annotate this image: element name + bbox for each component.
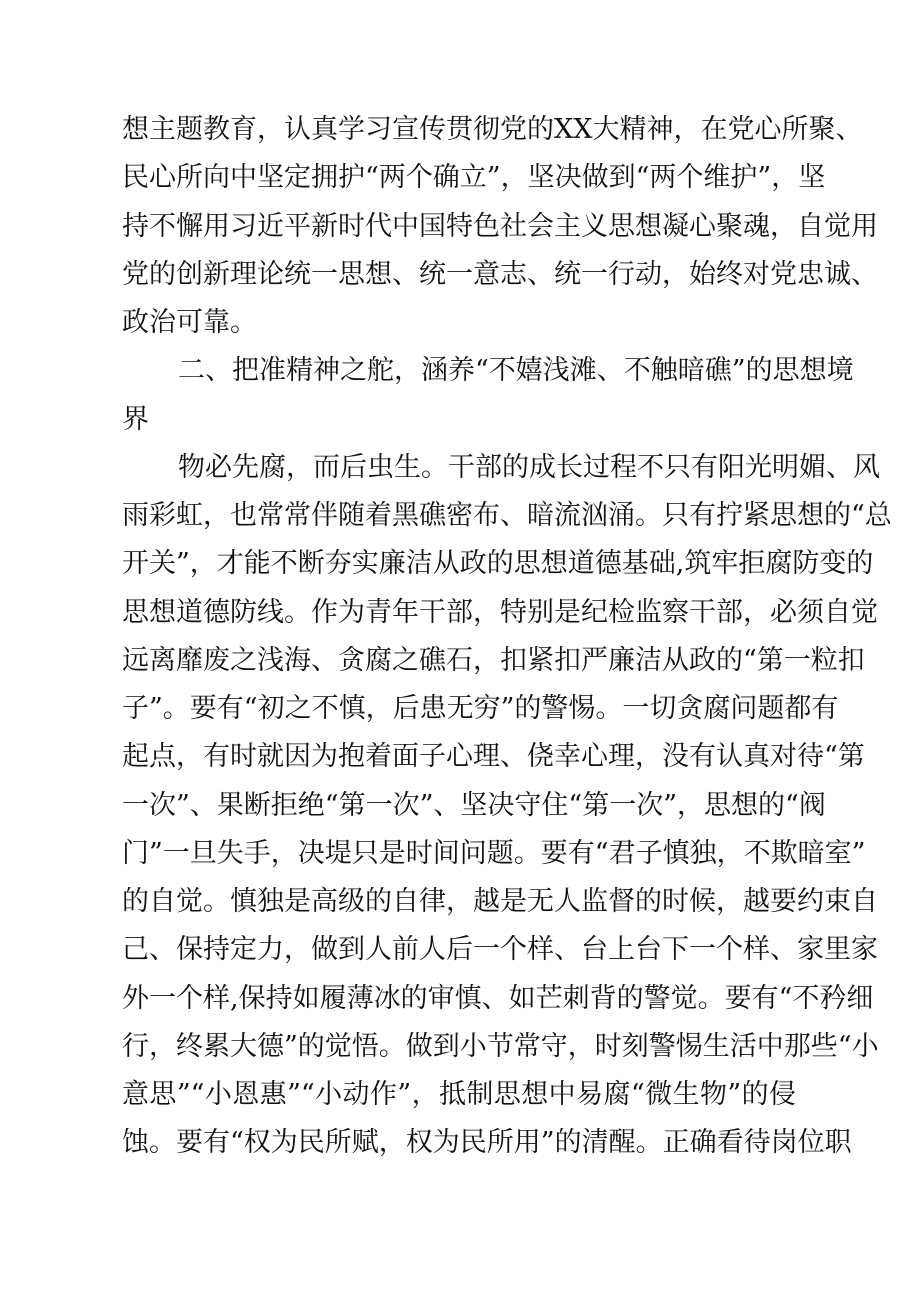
text-line: 蚀。要有“权为民所赋，权为民所用”的清醒。正确看待岗位职 bbox=[122, 1127, 852, 1159]
section-heading-continued: 界 bbox=[122, 403, 149, 435]
text-line: 想主题教育，认真学习宣传贯彻党的XX大精神，在党心所聚、 bbox=[122, 114, 863, 145]
text-line: 物必先腐，而后虫生。干部的成长过程不只有阳光明媚、风 bbox=[178, 451, 880, 483]
text-line: 起点，有时就因为抱着面子心理、侥幸心理，没有认真对待“第 bbox=[122, 741, 865, 773]
section-heading: 二、把准精神之舵，涵养“不嬉浅滩、不触暗礁”的思想境 bbox=[178, 355, 854, 387]
text-line: 行，终累大德”的觉悟。做到小节常守，时刻警惕生活中那些“小 bbox=[122, 1030, 879, 1062]
text-line: 门”一旦失手，决堤只是时间问题。要有“君子慎独，不欺暗室” bbox=[122, 837, 866, 869]
text-line: 民心所向中坚定拥护“两个确立”，坚决做到“两个维护”，坚 bbox=[122, 162, 826, 194]
text-line: 远离靡废之浅海、贪腐之礁石，扣紧扣严廉洁从政的“第一粒扣 bbox=[122, 644, 865, 676]
text-line: 一次”、果断拒绝“第一次”、坚决守住“第一次”，思想的“阀 bbox=[122, 789, 826, 821]
text-line: 雨彩虹，也常常伴随着黑礁密布、暗流汹涌。只有拧紧思想的“总 bbox=[122, 500, 892, 531]
document-page bbox=[122, 106, 892, 1168]
text-line: 政治可靠。 bbox=[122, 307, 257, 338]
text-line: 党的创新理论统一思想、统一意志、统一行动，始终对党忠诚、 bbox=[122, 258, 878, 290]
text-line: 的自觉。慎独是高级的自律，越是无人监督的时候，越要约束自 bbox=[122, 886, 878, 917]
text-line: 外一个样,保持如履薄冰的审慎、如芒刺背的警觉。要有“不矜细 bbox=[122, 982, 874, 1014]
text-line: 持不懈用习近平新时代中国特色社会主义思想凝心聚魂，自觉用 bbox=[122, 210, 878, 242]
text-line: 己、保持定力，做到人前人后一个样、台上台下一个样、家里家 bbox=[122, 934, 878, 966]
text-line: 子”。要有“初之不慎，后患无穷”的警惕。一切贪腐问题都有 bbox=[122, 693, 839, 724]
text-line: 开关”，才能不断夯实廉洁从政的思想道德基础,筑牢拒腐防变的 bbox=[122, 548, 874, 580]
text-line: 意思”“小恩惠”“小动作”，抵制思想中易腐“微生物”的侵 bbox=[122, 1079, 796, 1110]
text-line: 思想道德防线。作为青年干部，特别是纪检监察干部，必须自觉 bbox=[122, 596, 878, 628]
